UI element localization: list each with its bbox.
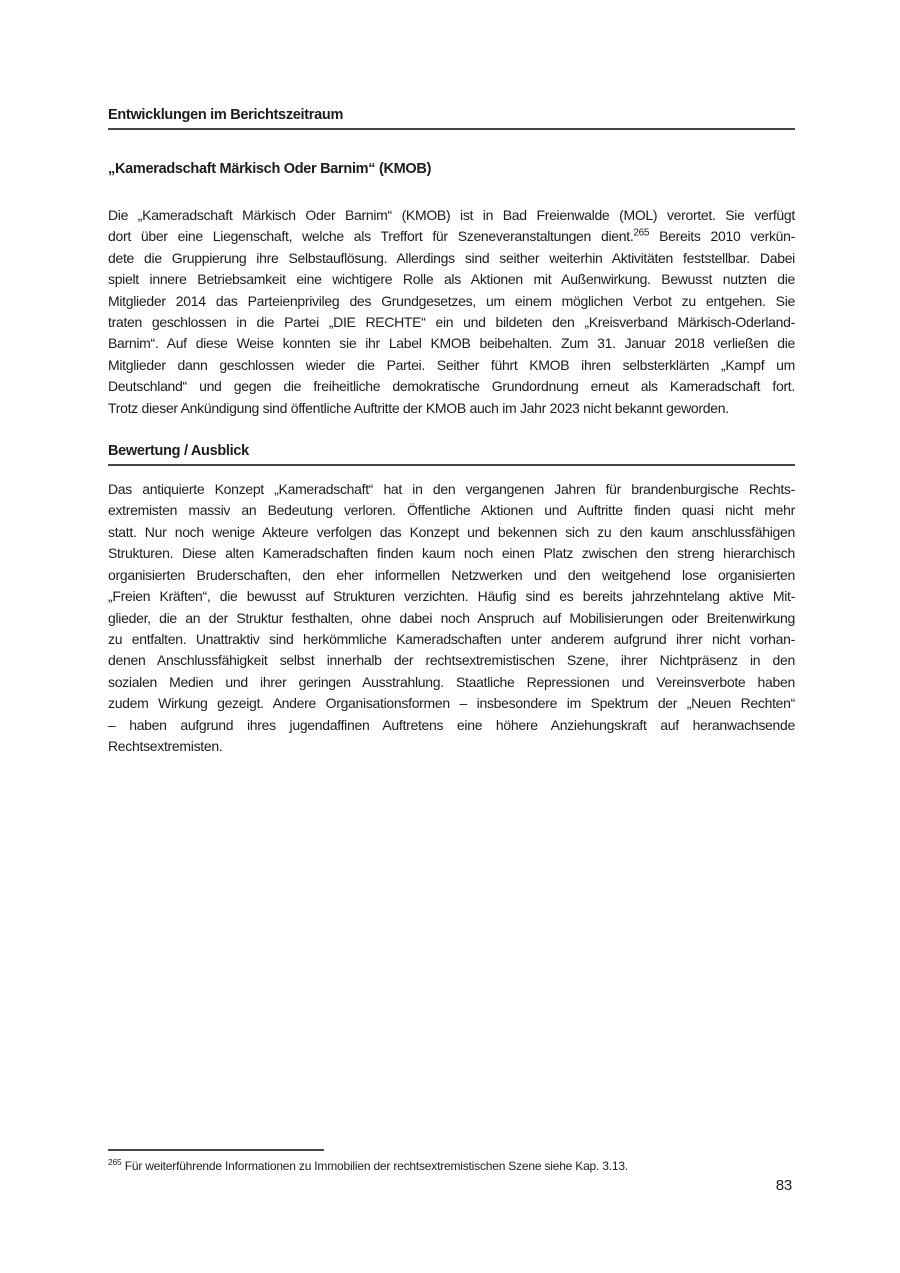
section-header-bewertung <box>108 442 795 466</box>
page-number: 83 <box>775 1177 792 1194</box>
page-content <box>108 0 795 757</box>
text-line: sozialen Medien und ihrer geringen Ausstrahlung. Staatliche Repressionen und Vereinsverbote haben <box>108 673 795 690</box>
text-line: statt. Nur noch wenige Akteure verfolgen das Konzept und bekennen sich zu den kaum anschlussfähigen <box>108 523 795 540</box>
text-line: Die „Kameradschaft Märkisch Oder Barnim“ (KMOB) ist in Bad Freienwalde (MOL) verortet. Sie verfügt <box>108 207 795 223</box>
text-line: Trotz dieser Ankündigung sind öffentliche Auftritte der KMOB auch im Jahr 2023 nicht bekannt geworden. <box>108 399 729 416</box>
text-line: dort über eine Liegenschaft, welche als Treffort für Szeneveranstaltungen dient.$^{265}$ Bereits 2010 verkün- <box>108 227 795 245</box>
text-line: spielt innere Betriebsamkeit eine wichtigere Rolle als Aktionen mit Außenwirkung. Bewusst nutzten die <box>108 271 795 288</box>
text-line: – haben aufgrund ihres jugendaffinen Auftretens eine höhere Anziehungskraft auf heranwachsende <box>108 716 795 733</box>
article-heading-kmob: „Kameradschaft Märkisch Oder Barnim“ (KMOB) <box>108 161 432 177</box>
text-line: $^{265}$ Für weiterführende Informationen zu Immobilien der rechtsextremistischen Szene siehe Kap. 3.13. <box>108 1157 628 1173</box>
text-line: dete die Gruppierung ihre Selbstauflösung. Allerdings sind seither weiterhin Aktivitäten feststellbar. Dabei <box>108 249 795 266</box>
text-line: glieder, die an der Struktur festhalten, ohne dabei noch Anspruch auf Mobilisierungen oder Breitenwirkung <box>108 609 795 626</box>
paragraph-kmob <box>108 205 795 419</box>
text-line: Barnim“. Auf diese Weise konnten sie ihr Label KMOB beibehalten. Zum 31. Januar 2018 verließen die <box>108 335 795 352</box>
text-line: Rechtsextremisten. <box>108 737 223 754</box>
text-line: extremisten massiv an Bedeutung verloren. Öffentliche Aktionen und Auftritte finden quasi nicht mehr <box>108 502 795 519</box>
section-header-title: Bewertung / Ausblick <box>108 443 249 460</box>
footnote-ref: 265 <box>108 1157 122 1167</box>
text-line: denen Anschlussfähigkeit selbst innerhalb der rechtsextremistischen Szene, ihrer Nichtpräsenz in den <box>108 652 795 669</box>
text-line: traten geschlossen in die Partei „DIE RECHTE“ ein und bildeten den „Kreisverband Märkisch-Oderland- <box>108 314 795 331</box>
text-line: Mitglieder 2014 das Parteienprivileg des Grundgesetzes, um einem möglichen Verbot zu entgehen. Sie <box>108 292 795 309</box>
text-line: zudem Wirkung gezeigt. Andere Organisationsformen – insbesondere im Spektrum der „Neuen Rechten“ <box>108 695 795 712</box>
text-line: Das antiquierte Konzept „Kameradschaft“ hat in den vergangenen Jahren für brandenburgische Rechts- <box>108 481 795 498</box>
footnote-ref: 265 <box>633 227 650 239</box>
text-line: Mitglieder dann geschlossen wieder die Partei. Seither führt KMOB ihren selbsterklärten „Kampf um <box>108 356 795 373</box>
footnote-separator-rule <box>108 1149 324 1151</box>
footnote-area <box>108 1149 795 1174</box>
text-line: „Freien Kräften“, die bewusst auf Strukturen verzichten. Häufig sind es bereits jahrzehntelang aktive Mit- <box>108 588 795 605</box>
footnote-265 <box>108 1158 795 1174</box>
section-header-entwicklungen <box>108 106 795 130</box>
section-header-title: Entwicklungen im Berichtszeitraum <box>108 107 344 123</box>
text-line: Strukturen. Diese alten Kameradschaften finden kaum noch einen Platz zwischen den streng hierarchisch <box>108 545 795 562</box>
text-line: Deutschland“ und gegen die freiheitliche demokratische Grundordnung erneut als Kameradschaft fort. <box>108 378 795 395</box>
text-line: organisierten Bruderschaften, den eher informellen Netzwerken und den weitgehend lose organisierten <box>108 566 795 583</box>
paragraph-bewertung <box>108 479 795 757</box>
text-line: zu entfalten. Unattraktiv sind herkömmliche Kameradschaften unter anderem aufgrund ihrer nicht vorhan- <box>108 630 795 647</box>
